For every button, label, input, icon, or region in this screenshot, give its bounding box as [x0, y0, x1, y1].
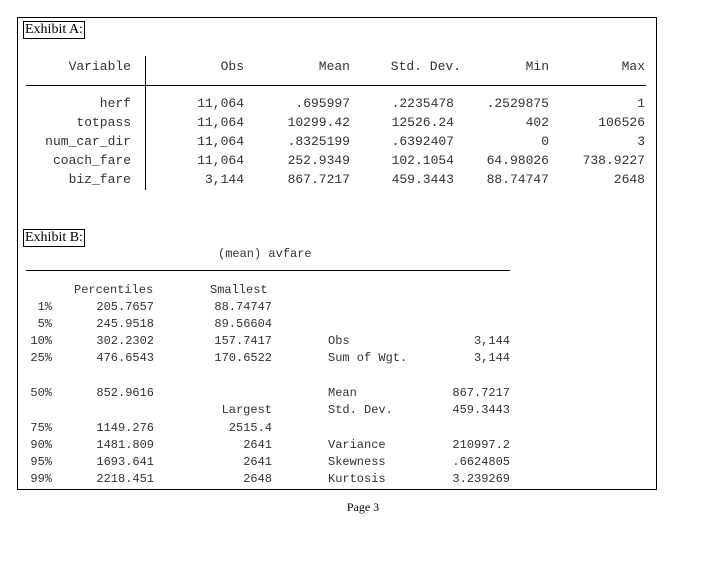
cell-percentile-value: 245.9518: [96, 317, 154, 331]
cell-variable: herf: [99, 96, 131, 111]
header-obs: Obs: [220, 59, 244, 74]
cell-extreme-value: 2641: [243, 438, 272, 452]
header-mean: Mean: [318, 59, 350, 74]
cell-stat-label: Mean: [328, 386, 357, 400]
cell-extreme-value: 2648: [243, 472, 272, 486]
cell-extreme-value: 157.7417: [214, 334, 272, 348]
cell-variable: totpass: [76, 115, 131, 130]
cell-obs: 3,144: [204, 172, 244, 187]
table-row: [18, 114, 658, 131]
header-max: Max: [621, 59, 645, 74]
cell-stat-label: Obs: [328, 334, 350, 348]
cell-percent: 90%: [30, 438, 52, 452]
header-variable: Variable: [68, 59, 131, 74]
cell-percent: 99%: [30, 472, 52, 486]
cell-obs: 11,064: [197, 153, 244, 168]
cell-mean: 10299.42: [287, 115, 350, 130]
cell-percent: 5%: [37, 317, 52, 331]
cell-percentile-value: 852.9616: [96, 386, 154, 400]
cell-variable: num_car_dir: [45, 134, 131, 149]
table-row: [18, 95, 658, 112]
cell-extreme-value: 170.6522: [214, 351, 272, 365]
cell-extreme-value: 89.56604: [214, 317, 272, 331]
cell-percent: 50%: [30, 386, 52, 400]
cell-obs: 11,064: [197, 115, 244, 130]
page-number: Page 3: [346, 500, 380, 514]
cell-min: 0: [541, 134, 549, 149]
cell-std-dev: 459.3443: [391, 172, 454, 187]
cell-percentile-value: 2218.451: [96, 472, 154, 486]
cell-stat-label: Variance: [328, 438, 386, 452]
cell-variable: coach_fare: [52, 153, 131, 168]
cell-extreme-value: 88.74747: [214, 300, 272, 314]
cell-percent: 95%: [30, 455, 52, 469]
cell-stat-value: 3.239269: [452, 472, 510, 486]
cell-percentile-value: 1481.809: [96, 438, 154, 452]
cell-percent: 10%: [30, 334, 52, 348]
cell-stat-value: .6624805: [452, 455, 510, 469]
cell-obs: 11,064: [197, 96, 244, 111]
cell-stat-value: 3,144: [473, 334, 510, 348]
cell-max: 1: [637, 96, 645, 111]
exhibit-b-title: (mean) avfare: [218, 247, 312, 261]
cell-mean: .8325199: [287, 134, 350, 149]
cell-mean: .695997: [295, 96, 350, 111]
cell-variable: biz_fare: [68, 172, 131, 187]
exhibit-b-label: Exhibit B:: [25, 230, 83, 245]
cell-stat-label: Kurtosis: [328, 472, 386, 486]
cell-std-dev: 12526.24: [391, 115, 454, 130]
exhibit-b-header-row: [18, 282, 268, 299]
cell-min: 88.74747: [486, 172, 549, 187]
exhibit-b-title-rule: [26, 270, 510, 271]
cell-min: 64.98026: [486, 153, 549, 168]
cell-std-dev: 102.1054: [391, 153, 454, 168]
cell-percent: 1%: [37, 300, 52, 314]
cell-min: .2529875: [486, 96, 549, 111]
exhibit-a-header-separator: [145, 56, 146, 86]
cell-percentile-value: 476.6543: [96, 351, 154, 365]
cell-percentile-value: 1149.276: [96, 421, 154, 435]
cell-stat-value: 3,144: [473, 351, 510, 365]
cell-stat-label: Sum of Wgt.: [328, 351, 408, 365]
header-min: Min: [525, 59, 549, 74]
cell-min: 402: [525, 115, 549, 130]
header-percentiles: Percentiles: [74, 283, 154, 297]
cell-extreme-value: 2515.4: [228, 421, 272, 435]
cell-max: 738.9227: [582, 153, 645, 168]
cell-std-dev: .2235478: [391, 96, 454, 111]
exhibit-a-header-row: [18, 58, 658, 75]
cell-stat-label: Std. Dev.: [328, 403, 393, 417]
cell-extreme-value: Largest: [221, 403, 272, 417]
cell-percentile-value: 205.7657: [96, 300, 154, 314]
cell-extreme-value: 2641: [243, 455, 272, 469]
cell-max: 106526: [598, 115, 645, 130]
cell-std-dev: .6392407: [391, 134, 454, 149]
cell-percent: 75%: [30, 421, 52, 435]
exhibit-a-label: Exhibit A:: [25, 22, 83, 37]
cell-max: 3: [637, 134, 645, 149]
table-row: [18, 152, 658, 169]
cell-stat-label: Skewness: [328, 455, 386, 469]
cell-obs: 11,064: [197, 134, 244, 149]
cell-percentile-value: 302.2302: [96, 334, 154, 348]
table-row: [18, 171, 658, 188]
cell-max: 2648: [613, 172, 645, 187]
cell-percent: 25%: [30, 351, 52, 365]
header-smallest: Smallest: [210, 283, 268, 297]
cell-percentile-value: 1693.641: [96, 455, 154, 469]
exhibit-a-header-rule: [26, 85, 646, 86]
table-row: [18, 133, 658, 150]
cell-mean: 867.7217: [287, 172, 350, 187]
cell-mean: 252.9349: [287, 153, 350, 168]
cell-stat-value: 210997.2: [452, 438, 510, 452]
cell-stat-value: 459.3443: [452, 403, 510, 417]
cell-stat-value: 867.7217: [452, 386, 510, 400]
header-std-dev: Std. Dev.: [390, 59, 461, 74]
document-frame: [17, 17, 657, 490]
